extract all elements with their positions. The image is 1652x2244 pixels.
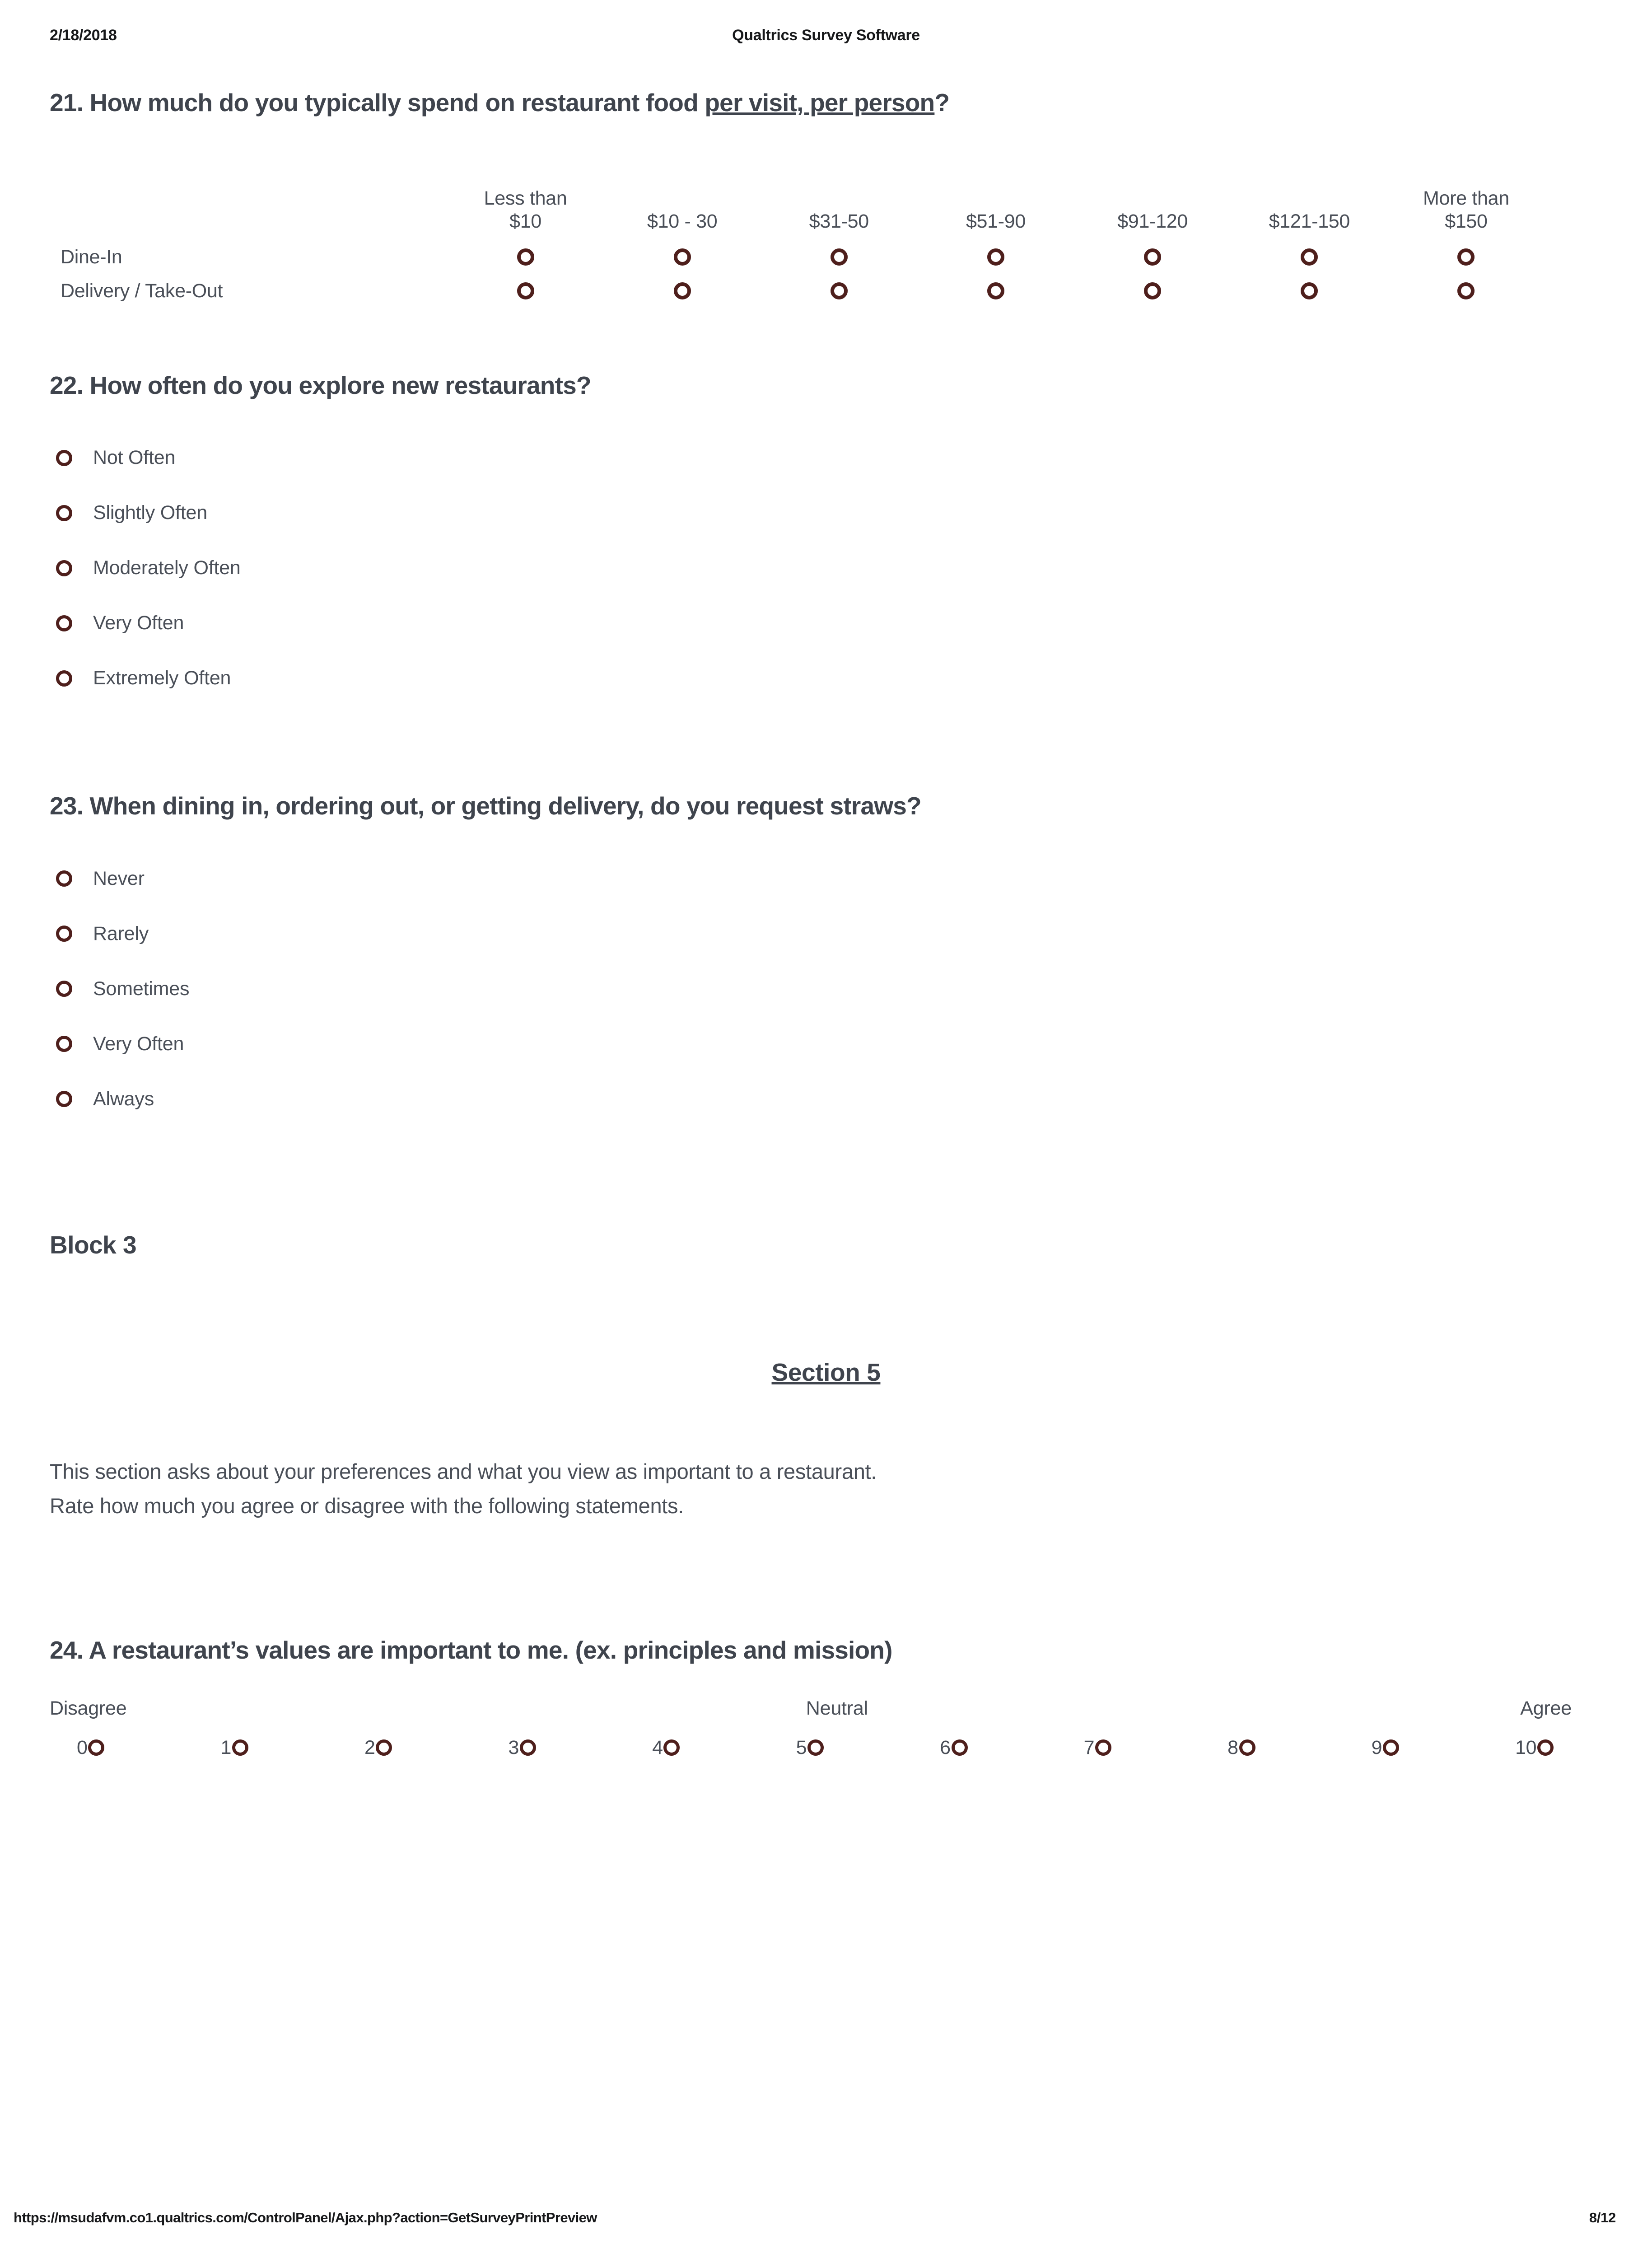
option-row[interactable] — [50, 596, 1602, 651]
scale-number: 6 — [940, 1736, 951, 1758]
option-row[interactable] — [50, 430, 1602, 486]
question-22-title — [50, 371, 1602, 400]
option-label: Very Often — [93, 1033, 184, 1055]
radio-button-icon[interactable] — [88, 1739, 104, 1756]
column-header-line1: More than — [1423, 187, 1509, 210]
option-row[interactable] — [50, 1016, 1602, 1071]
scale-number: 3 — [508, 1736, 519, 1758]
radio-button-icon[interactable] — [56, 1091, 72, 1107]
scale-number: 2 — [364, 1736, 375, 1758]
header-title: Qualtrics Survey Software — [732, 26, 920, 44]
option-label: Very Often — [93, 612, 184, 634]
column-header-line2: $10 - 30 — [647, 210, 718, 232]
question-24-scale — [50, 1697, 1572, 1759]
radio-button-icon[interactable] — [1144, 282, 1161, 299]
scale-point[interactable] — [1515, 1737, 1554, 1759]
radio-button-icon[interactable] — [56, 670, 72, 687]
question-23-options — [50, 851, 1602, 1127]
matrix-radio-cell[interactable] — [604, 274, 761, 308]
question-21-text-underlined: per visit, per person — [705, 89, 935, 117]
matrix-row-label: Delivery / Take-Out — [61, 280, 223, 302]
radio-button-icon[interactable] — [376, 1739, 392, 1756]
scale-point[interactable] — [652, 1737, 680, 1759]
spacer — [50, 1387, 1602, 1454]
scale-number: 7 — [1083, 1736, 1095, 1758]
footer-url: https://msudafvm.co1.qualtrics.com/ControlPanel/Ajax.php?action=GetSurveyPrintPreview — [14, 2210, 597, 2225]
matrix-header-row — [50, 187, 1545, 240]
question-23-title — [50, 792, 1602, 820]
question-21-number: 21. — [50, 89, 84, 117]
scale-number: 1 — [220, 1736, 231, 1758]
radio-button-icon[interactable] — [520, 1739, 536, 1756]
radio-button-icon[interactable] — [952, 1739, 968, 1756]
question-22-options — [50, 430, 1602, 706]
option-label: Rarely — [93, 922, 149, 944]
radio-button-icon[interactable] — [1301, 248, 1318, 266]
radio-button-icon[interactable] — [56, 560, 72, 576]
column-header-line2: $51-90 — [966, 210, 1026, 232]
column-header-line2: $150 — [1445, 210, 1488, 232]
matrix-radio-cell[interactable] — [1074, 274, 1231, 308]
question-21-title — [50, 89, 1602, 117]
radio-button-icon[interactable] — [56, 615, 72, 631]
matrix-radio-cell[interactable] — [1388, 240, 1545, 274]
matrix-radio-cell[interactable] — [1388, 274, 1545, 308]
option-label: Slightly Often — [93, 502, 207, 524]
matrix-radio-cell[interactable] — [917, 240, 1074, 274]
column-header-line2: $121-150 — [1269, 210, 1350, 232]
scale-point[interactable] — [1084, 1737, 1111, 1759]
matrix-row — [50, 274, 1545, 308]
spacer — [50, 1127, 1602, 1230]
scale-number: 0 — [77, 1736, 88, 1758]
scale-number: 10 — [1515, 1736, 1536, 1758]
question-23-text: When dining in, ordering out, or getting delivery, do you request straws? — [89, 791, 921, 820]
scale-anchor-left: Disagree — [50, 1697, 127, 1719]
footer-page-number: 8/12 — [1589, 2210, 1616, 2225]
radio-button-icon[interactable] — [56, 981, 72, 997]
column-header-line2: $91-120 — [1117, 210, 1188, 232]
page-header — [0, 22, 1652, 49]
matrix-radio-cell[interactable] — [1231, 274, 1388, 308]
matrix-radio-cell[interactable] — [1074, 240, 1231, 274]
spacer — [50, 1259, 1602, 1358]
option-row[interactable] — [50, 651, 1602, 706]
matrix-radio-cell[interactable] — [447, 240, 604, 274]
header-date: 2/18/2018 — [50, 26, 117, 44]
column-header-line2: $31-50 — [809, 210, 869, 232]
section-description-line1: This section asks about your preferences and what you view as important to a restaurant. — [50, 1459, 877, 1484]
scale-point[interactable] — [221, 1737, 248, 1759]
scale-point[interactable] — [796, 1737, 824, 1759]
matrix-column-header — [447, 187, 604, 240]
matrix-row-label: Dine-In — [61, 246, 122, 268]
matrix-radio-cell[interactable] — [761, 240, 917, 274]
scale-number: 5 — [796, 1736, 807, 1758]
radio-button-icon[interactable] — [1383, 1739, 1399, 1756]
radio-button-icon[interactable] — [807, 1739, 824, 1756]
option-row[interactable] — [50, 906, 1602, 961]
radio-button-icon[interactable] — [987, 282, 1004, 299]
block-title: Block 3 — [50, 1231, 137, 1259]
question-24-text: A restaurant’s values are important to me. (ex. principles and mission) — [89, 1636, 892, 1664]
radio-button-icon[interactable] — [1095, 1739, 1111, 1756]
section-title: Section 5 — [771, 1358, 881, 1387]
scale-number: 8 — [1227, 1736, 1238, 1758]
radio-button-icon[interactable] — [1457, 282, 1475, 299]
radio-button-icon[interactable] — [1144, 248, 1161, 266]
column-header-line2: $10 — [509, 210, 541, 232]
scale-number: 4 — [652, 1736, 663, 1758]
radio-button-icon[interactable] — [831, 282, 848, 299]
option-label: Not Often — [93, 447, 176, 469]
matrix-radio-cell[interactable] — [1231, 240, 1388, 274]
radio-button-icon[interactable] — [674, 282, 691, 299]
question-23-number: 23. — [50, 791, 84, 820]
scale-anchor-right: Agree — [1520, 1697, 1572, 1719]
scale-point[interactable] — [364, 1737, 392, 1759]
radio-button-icon[interactable] — [1301, 282, 1318, 299]
matrix-row — [50, 240, 1545, 274]
option-label: Sometimes — [93, 977, 190, 1000]
question-21-text-before: How much do you typically spend on restaurant food — [89, 89, 705, 117]
scale-anchor-labels — [50, 1697, 1572, 1720]
scale-point[interactable] — [940, 1737, 967, 1759]
option-label: Never — [93, 867, 145, 889]
matrix-radio-cell[interactable] — [761, 274, 917, 308]
option-label: Always — [93, 1088, 154, 1110]
radio-button-icon[interactable] — [517, 248, 534, 266]
matrix-column-header — [1231, 187, 1388, 240]
question-21-text-after: ? — [934, 89, 950, 117]
radio-button-icon[interactable] — [56, 926, 72, 942]
question-21-matrix — [50, 187, 1545, 308]
matrix-corner-cell — [50, 187, 447, 240]
scale-point[interactable] — [1227, 1737, 1255, 1759]
column-header-line1: Less than — [484, 187, 567, 210]
radio-button-icon[interactable] — [1457, 248, 1475, 266]
survey-content — [50, 89, 1602, 1759]
radio-button-icon[interactable] — [56, 450, 72, 466]
radio-button-icon[interactable] — [831, 248, 848, 266]
question-22-number: 22. — [50, 371, 84, 399]
option-row[interactable] — [50, 541, 1602, 596]
question-24-title — [50, 1636, 1602, 1664]
scale-point[interactable] — [77, 1737, 104, 1759]
matrix-radio-cell[interactable] — [447, 274, 604, 308]
section-description-line2: Rate how much you agree or disagree with the following statements. — [50, 1494, 684, 1518]
radio-button-icon[interactable] — [663, 1739, 680, 1756]
scale-point-row — [50, 1737, 1572, 1759]
matrix-column-header — [1388, 187, 1545, 240]
option-row[interactable] — [50, 1071, 1602, 1127]
matrix-radio-cell[interactable] — [604, 240, 761, 274]
radio-button-icon[interactable] — [56, 870, 72, 887]
question-22-text: How often do you explore new restaurants? — [89, 371, 591, 399]
matrix-column-header — [604, 187, 761, 240]
scale-anchor-middle: Neutral — [806, 1697, 868, 1719]
section-description — [50, 1454, 1602, 1523]
radio-button-icon[interactable] — [1239, 1739, 1255, 1756]
matrix-radio-cell[interactable] — [917, 274, 1074, 308]
option-row[interactable] — [50, 851, 1602, 906]
spacer — [50, 706, 1602, 792]
option-row[interactable] — [50, 486, 1602, 541]
radio-button-icon[interactable] — [56, 1036, 72, 1052]
question-24-number: 24. — [50, 1636, 84, 1664]
option-label: Extremely Often — [93, 667, 231, 689]
matrix-column-header — [761, 187, 917, 240]
radio-button-icon[interactable] — [56, 505, 72, 521]
matrix-column-header — [917, 187, 1074, 240]
option-label: Moderately Often — [93, 557, 241, 579]
scale-point[interactable] — [1372, 1737, 1399, 1759]
radio-button-icon[interactable] — [987, 248, 1004, 266]
scale-number: 9 — [1371, 1736, 1382, 1758]
radio-button-icon[interactable] — [232, 1739, 248, 1756]
spacer — [50, 308, 1602, 371]
radio-button-icon[interactable] — [674, 248, 691, 266]
radio-button-icon[interactable] — [1537, 1739, 1554, 1756]
option-row[interactable] — [50, 961, 1602, 1016]
page-footer — [0, 2210, 1652, 2226]
radio-button-icon[interactable] — [517, 282, 534, 299]
matrix-column-header — [1074, 187, 1231, 240]
spacer — [50, 1523, 1602, 1636]
scale-point[interactable] — [509, 1737, 536, 1759]
